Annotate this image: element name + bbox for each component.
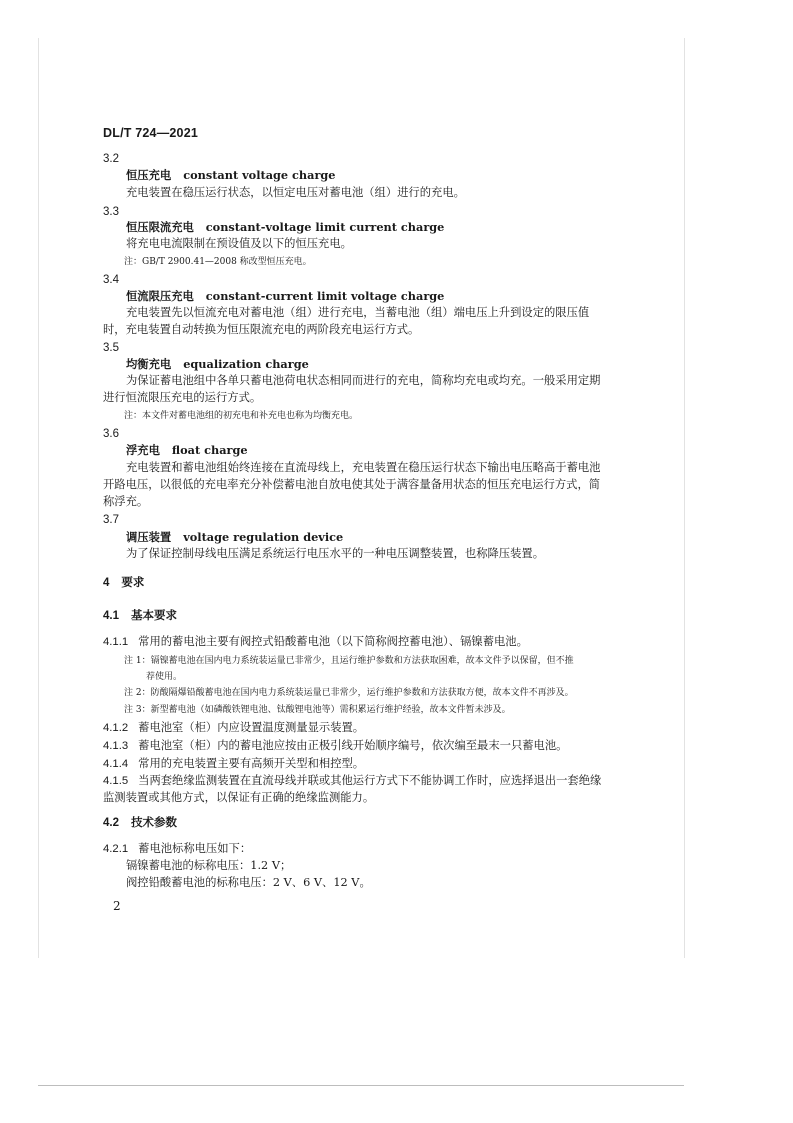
term-zh: 均衡充电 xyxy=(126,357,172,371)
clause-number: 4.1.2 xyxy=(103,722,129,734)
clause xyxy=(103,720,364,736)
section-heading xyxy=(103,575,144,591)
page-edge-right xyxy=(684,38,685,958)
term-title xyxy=(126,443,248,458)
term-definition: 进行恒流限压充电的运行方式。 xyxy=(103,391,262,404)
term-en: voltage regulation device xyxy=(183,530,344,544)
clause-text: 常用的蓄电池主要有阀控式铅酸蓄电池（以下简称阀控蓄电池）、镉镍蓄电池。 xyxy=(138,635,528,648)
list-item: 阀控铅酸蓄电池的标称电压：2 V、6 V、12 V。 xyxy=(126,876,371,889)
subsection-heading xyxy=(103,608,177,624)
term-zh: 调压装置 xyxy=(126,530,172,544)
term-definition: 开路电压，以很低的充电率充分补偿蓄电池自放电使其处于满容量备用状态的恒压充电运行方式，简 xyxy=(103,478,601,491)
term-number: 3.3 xyxy=(103,206,119,218)
term-definition: 充电装置先以恒流充电对蓄电池（组）进行充电，当蓄电池（组）端电压上升到设定的限压值 xyxy=(126,306,590,319)
term-definition: 将充电电流限制在预设值及以下的恒压充电。 xyxy=(126,237,352,250)
clause-text: 蓄电池室（柜）内应设置温度测量显示装置。 xyxy=(138,721,365,734)
clause-text: 常用的充电装置主要有高频开关型和相控型。 xyxy=(138,757,365,770)
clause-note: 注 1：镉镍蓄电池在国内电力系统装运量已非常少，且运行维护参数和方法获取困难，故本文件予以保留，但不推 xyxy=(124,656,574,666)
term-number: 3.5 xyxy=(103,342,119,354)
term-en: constant voltage charge xyxy=(183,168,336,182)
section-title: 技术参数 xyxy=(131,815,177,829)
term-en: constant-voltage limit current charge xyxy=(205,220,445,234)
term-title xyxy=(126,168,336,183)
term-zh: 浮充电 xyxy=(126,443,160,457)
term-zh: 恒压限流充电 xyxy=(126,220,194,234)
clause-text: 蓄电池标称电压如下： xyxy=(138,842,252,855)
term-title xyxy=(126,289,444,304)
clause-number: 4.1.1 xyxy=(103,636,129,648)
page-edge-bottom xyxy=(38,1085,684,1086)
term-title xyxy=(126,530,343,545)
term-title xyxy=(126,357,309,372)
term-definition: 时，充电装置自动转换为恒压限流充电的两阶段充电运行方式。 xyxy=(103,323,420,336)
clause xyxy=(103,756,364,772)
term-zh: 恒流限压充电 xyxy=(126,289,194,303)
term-number: 3.6 xyxy=(103,428,119,440)
clause xyxy=(103,773,601,789)
term-definition: 为了保证控制母线电压满足系统运行电压水平的一种电压调整装置，也称降压装置。 xyxy=(126,547,544,560)
term-definition: 充电装置和蓄电池组始终连接在直流母线上，充电装置在稳压运行状态下输出电压略高于蓄电池 xyxy=(126,461,601,474)
clause-number: 4.1.5 xyxy=(103,775,129,787)
clause-number: 4.1.3 xyxy=(103,740,129,752)
section-title: 要求 xyxy=(121,575,145,589)
term-title xyxy=(126,220,444,235)
section-number: 4.1 xyxy=(103,610,119,622)
clause-note: 荐使用。 xyxy=(146,672,183,682)
term-note: 注：GB/T 2900.41—2008 称改型恒压充电。 xyxy=(124,257,312,267)
section-number: 4.2 xyxy=(103,817,119,829)
clause-text: 当两套绝缘监测装置在直流母线并联或其他运行方式下不能协调工作时，应选择退出一套绝缘 xyxy=(138,774,602,787)
clause-number: 4.1.4 xyxy=(103,758,129,770)
section-number: 4 xyxy=(103,577,110,589)
clause-note: 注 2：防酸隔爆铅酸蓄电池在国内电力系统装运量已非常少，运行维护参数和方法获取方便，故本文件不再涉及。 xyxy=(124,688,574,698)
clause xyxy=(103,841,251,857)
term-definition: 充电装置在稳压运行状态，以恒定电压对蓄电池（组）进行的充电。 xyxy=(126,186,465,199)
term-number: 3.4 xyxy=(103,274,119,286)
term-definition: 称浮充。 xyxy=(103,495,149,508)
list-item: 镉镍蓄电池的标称电压：1.2 V； xyxy=(126,859,292,872)
clause xyxy=(103,634,528,650)
clause-note: 注 3：新型蓄电池（如磷酸铁锂电池、钛酸锂电池等）需积累运行维护经验，故本文件暂未涉及。 xyxy=(124,705,511,715)
term-definition: 为保证蓄电池组中各单只蓄电池荷电状态相同而进行的充电，简称均充电或均充。一般采用定期 xyxy=(126,374,601,387)
term-zh: 恒压充电 xyxy=(126,168,172,182)
term-en: float charge xyxy=(171,443,248,457)
section-title: 基本要求 xyxy=(131,608,177,622)
document-id: DL/T 724—2021 xyxy=(103,126,199,140)
subsection-heading xyxy=(103,815,177,831)
clause-text: 蓄电池室（柜）内的蓄电池应按由正极引线开始顺序编号，依次编至最末一只蓄电池。 xyxy=(138,739,568,752)
page-edge-left xyxy=(38,38,39,958)
term-number: 3.7 xyxy=(103,514,119,526)
clause-text: 监测装置或其他方式，以保证有正确的绝缘监测能力。 xyxy=(103,791,375,804)
clause-number: 4.2.1 xyxy=(103,843,129,855)
clause xyxy=(103,738,567,754)
term-number: 3.2 xyxy=(103,153,119,165)
term-en: constant-current limit voltage charge xyxy=(205,289,445,303)
term-note: 注：本文件对蓄电池组的初充电和补充电也称为均衡充电。 xyxy=(124,411,359,421)
term-en: equalization charge xyxy=(183,357,309,371)
page-number: 2 xyxy=(113,899,121,913)
